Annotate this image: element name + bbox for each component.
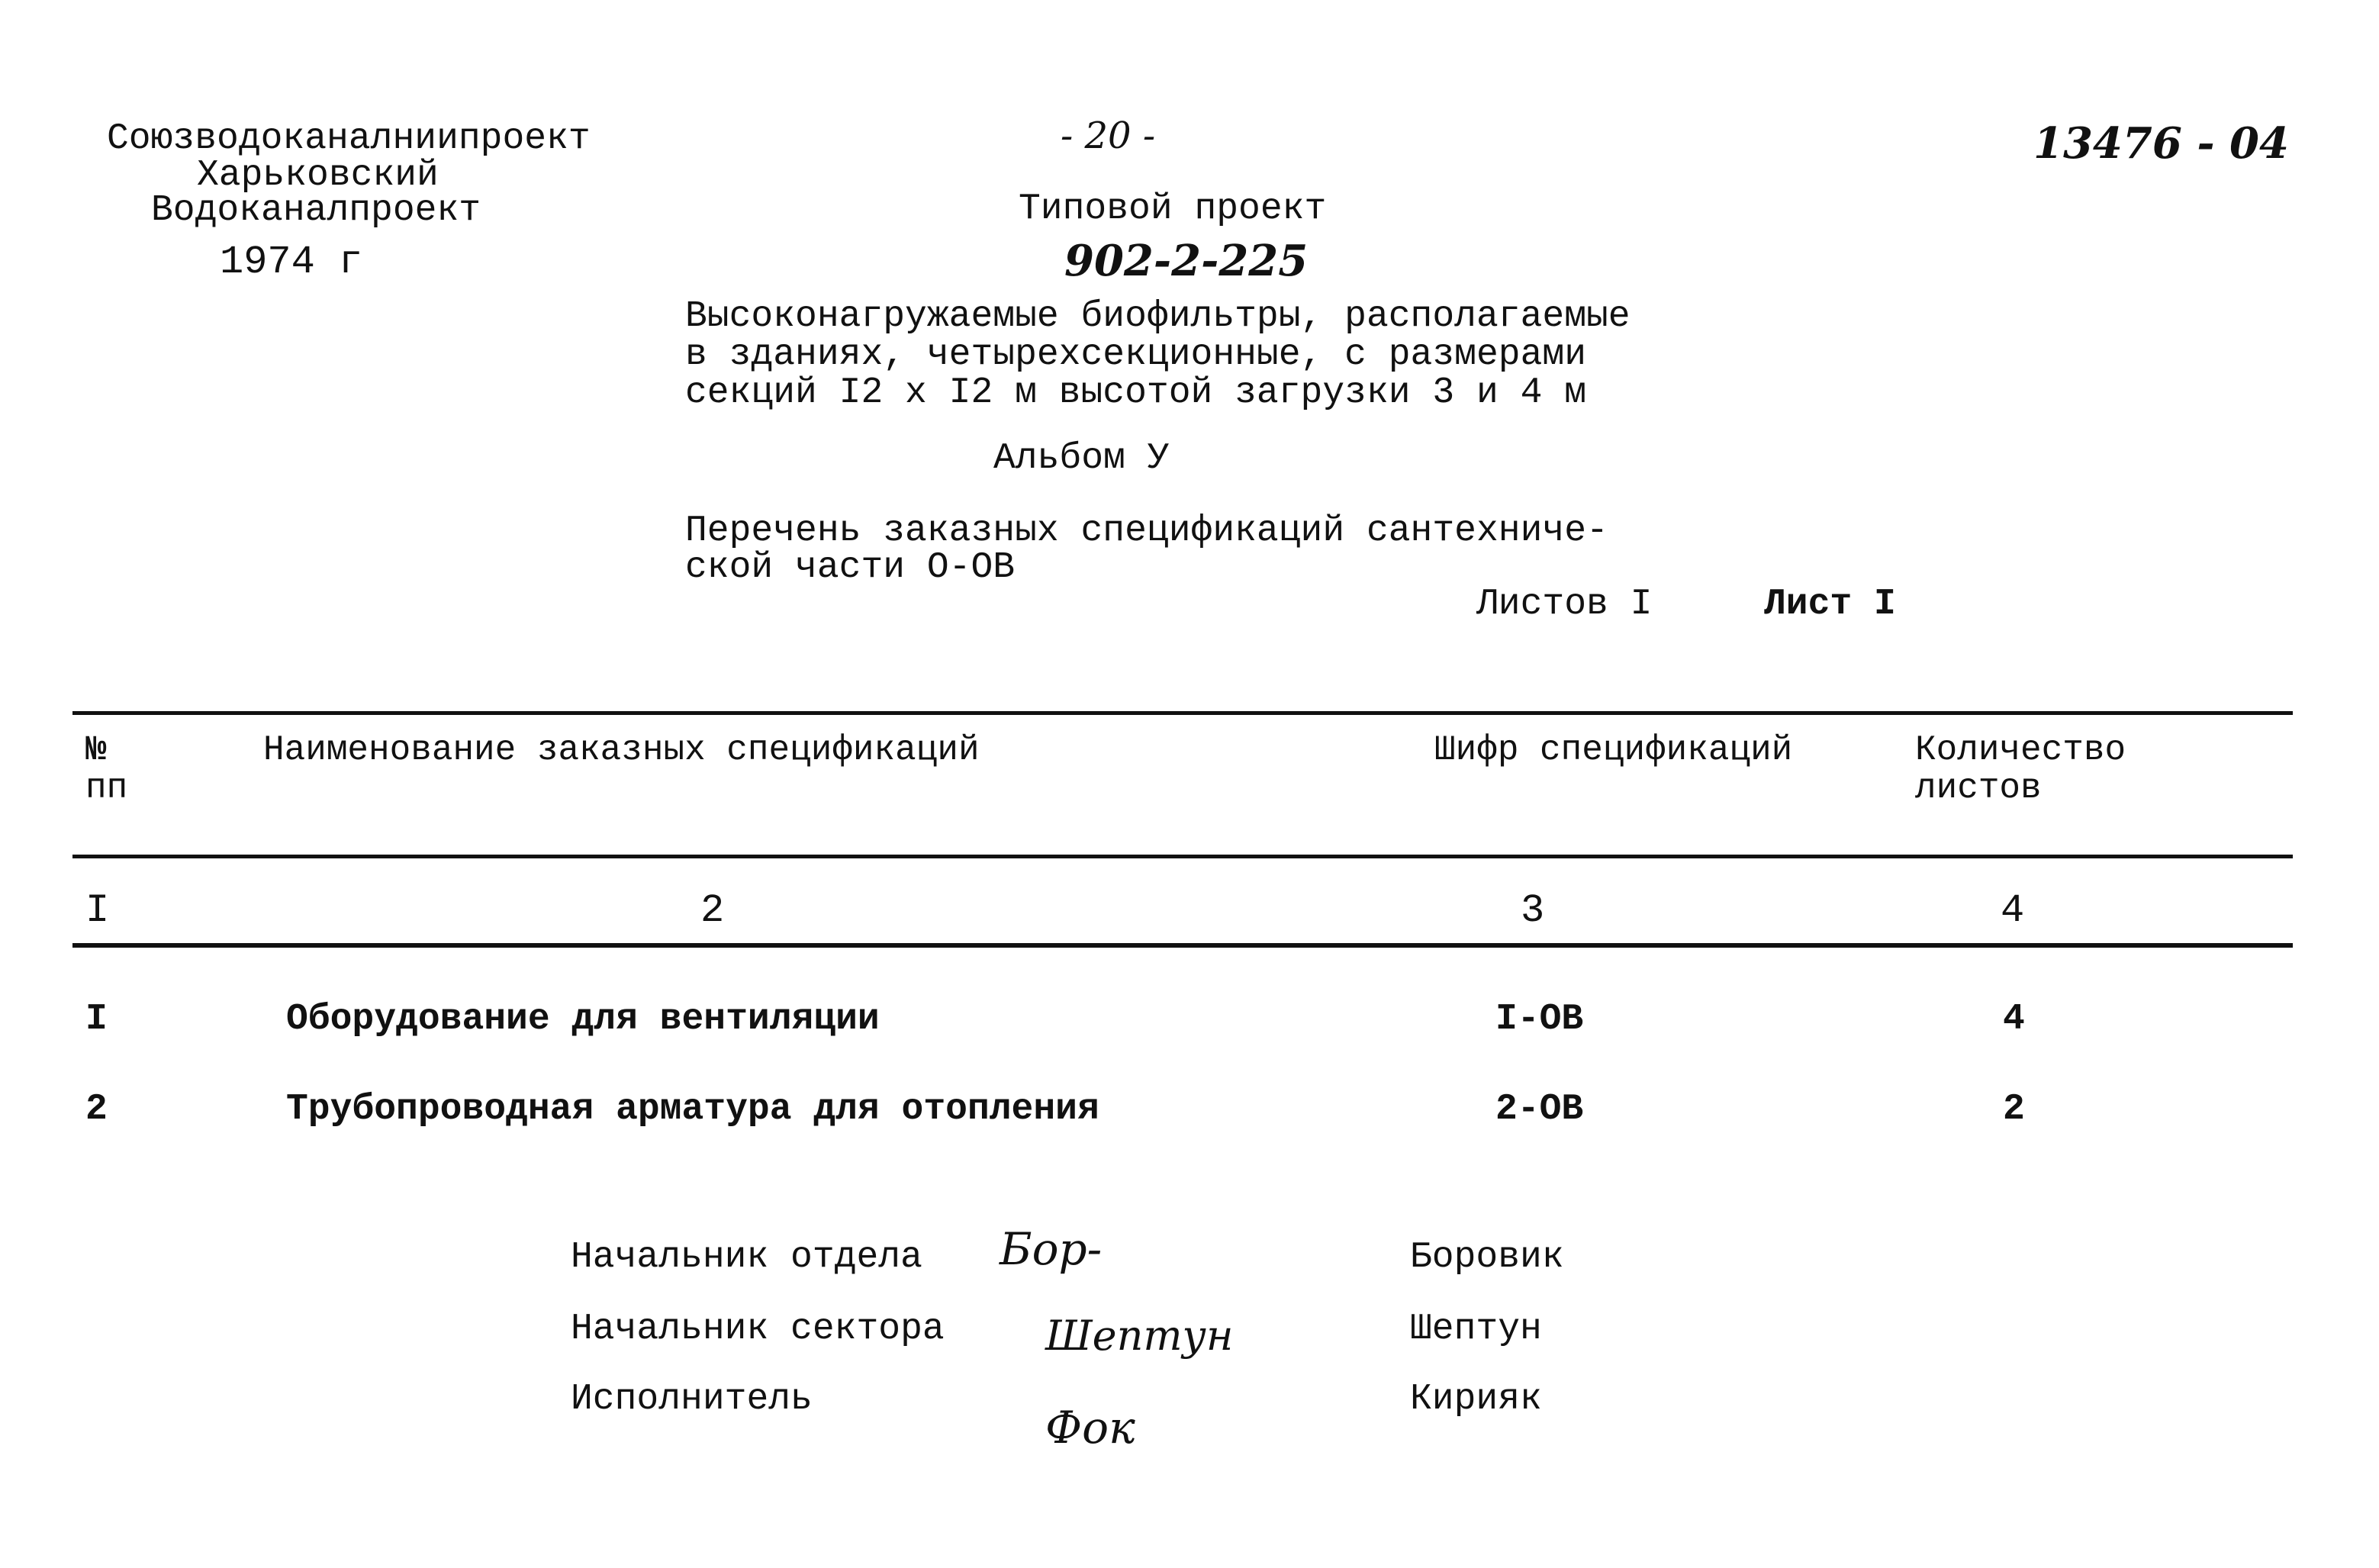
row-1-code: I-ОВ (1495, 999, 1584, 1040)
sign-name-2: Шептун (1410, 1309, 1542, 1350)
row-2-name: Трубопроводная арматура для отопления (286, 1089, 1099, 1130)
sign-role-1: Начальник отдела (571, 1237, 922, 1278)
header-num (85, 731, 127, 807)
header-num-line-2: пп (85, 768, 128, 808)
header-qty-line-2: листов (1915, 768, 2042, 808)
signature-1: Бор- (1000, 1223, 1103, 1275)
sign-name-3: Кирияк (1410, 1379, 1542, 1420)
album-label: Альбом У (993, 438, 1170, 479)
row-1-num: I (85, 999, 108, 1040)
header-name: Наименование заказных спецификаций (263, 730, 980, 770)
org-line-2: Харьковский (197, 155, 439, 196)
row-2-num: 2 (85, 1089, 108, 1130)
description-line-1: Высоконагружаемые биофильтры, располагаемые (685, 296, 1631, 337)
subject-line-2: ской части О-ОВ (685, 547, 1016, 588)
description-line-3: секций I2 x I2 м высотой загрузки 3 и 4 м (685, 372, 1586, 414)
header-qty-line-1: Количество (1915, 730, 2126, 770)
sign-role-3: Исполнитель (571, 1379, 813, 1420)
description-line-2: в зданиях, четырехсекционные, с размерами (685, 334, 1586, 375)
sheets-total: Листов I (1476, 584, 1653, 625)
signature-3: Фок (1045, 1402, 1135, 1454)
signature-2: Шептун (1045, 1312, 1234, 1360)
subject (685, 510, 1608, 588)
sign-role-2: Начальник сектора (571, 1309, 945, 1350)
subject-line-1: Перечень заказных спецификаций сантехниче- (685, 510, 1608, 552)
org-line-3: Водоканалпроект (151, 190, 481, 231)
project-number: 902-2-225 (1064, 236, 1309, 286)
column-number-1: I (85, 888, 110, 933)
header-code: Шифр спецификаций (1434, 730, 1793, 770)
row-1-qty: 4 (2003, 999, 2025, 1040)
doc-code: 13476 - 04 (2033, 118, 2289, 169)
table-top-rule (72, 711, 2293, 715)
sign-name-1: Боровик (1410, 1237, 1564, 1278)
page-number: - 20 - (1061, 114, 1156, 157)
project-type: Типовой проект (1019, 188, 1327, 230)
org-block (107, 119, 591, 159)
sheet-current: Лист I (1764, 584, 1896, 625)
header-num-line-1: № (85, 730, 107, 770)
table-header-rule (72, 855, 2293, 858)
year: 1974 г (220, 240, 363, 285)
row-1-name: Оборудование для вентиляции (286, 999, 880, 1040)
column-number-4: 4 (2001, 888, 2025, 933)
row-2-qty: 2 (2003, 1089, 2025, 1130)
column-number-3: 3 (1521, 888, 1545, 933)
row-2-code: 2-ОВ (1495, 1089, 1584, 1130)
header-qty (1915, 731, 2126, 807)
org-line-1: Союзводоканалниипроект (107, 118, 591, 159)
table-numbers-rule (72, 943, 2293, 948)
org-line-3-wrap (151, 191, 481, 230)
description (685, 298, 1631, 412)
column-number-2: 2 (700, 888, 725, 933)
